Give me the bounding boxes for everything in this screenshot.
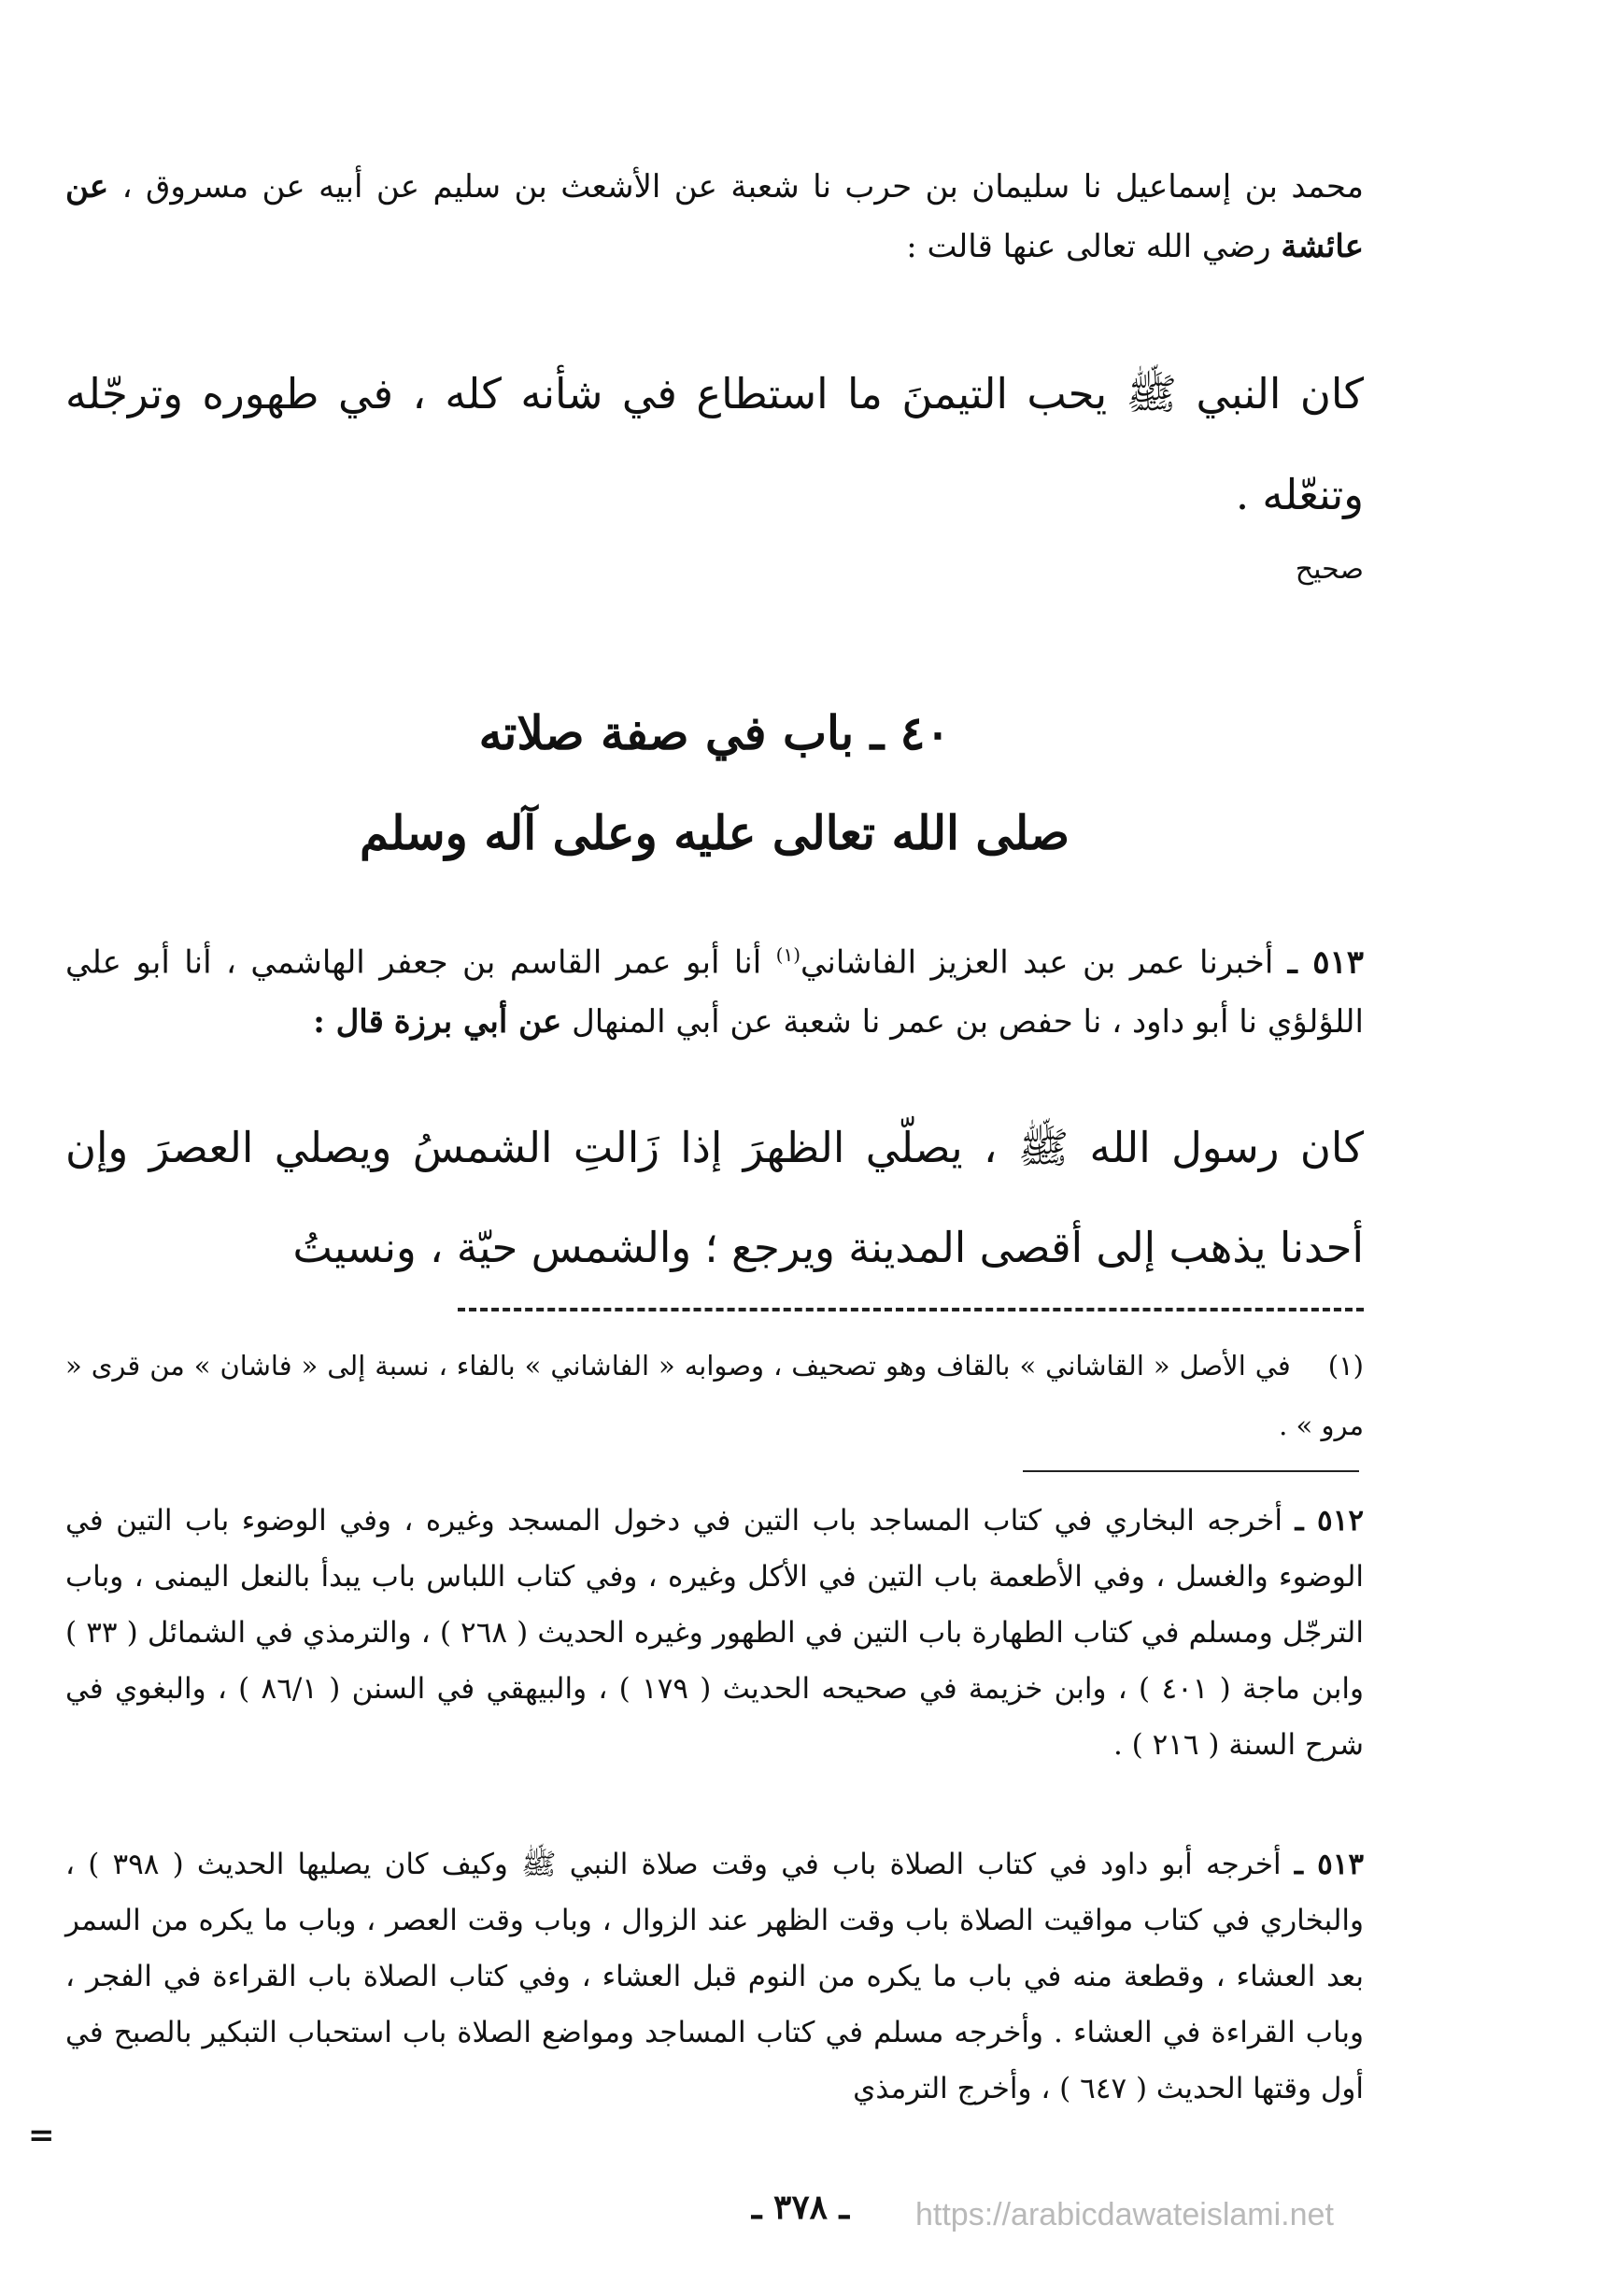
chapter-subtitle: صلى الله تعالى عليه وعلى آله وسلم <box>359 805 1070 860</box>
watermark-url: https://arabicdawateislami.net <box>915 2197 1334 2232</box>
isnad-ending: رضي الله تعالى عنها قالت : <box>906 228 1271 265</box>
takhrij-note-513 <box>65 1836 1364 2117</box>
footnote-text: في الأصل « القاشاني » بالقاف وهو تصحيف ، وصوابه « الفاشاني » بالفاء ، نسبة إلى « فاشان » من قرى « مرو » . <box>65 1350 1364 1441</box>
isnad-text: محمد بن إسماعيل نا سليمان بن حرب نا شعبة عن الأشعث بن سليم عن أبيه عن مسروق ، <box>121 168 1364 206</box>
note-text: أخرجه البخاري في كتاب المساجد باب التين في دخول المسجد وغيره ، وفي الوضوء باب التين في الوضوء والغسل ، وفي الأطعمة باب التين في الأكل وغيره ، وفي كتاب اللباس باب يبدأ بالنعل اليمنى ، وباب الترجّل ومسلم في كتاب الطهارة باب التين في الطهور وغيره الحديث ( ٢٦٨ ) ، والترمذي في الشمائل ( ٣٣ ) وابن ماجة ( ٤٠١ ) ، وابن خزيمة في صحيحه الحديث ( ١٧٩ ) ، والبيهقي في السنن ( ٨٦/١ ) ، والبغوي في شرح السنة ( ٢١٦ ) . <box>65 1504 1364 1762</box>
isnad-paragraph-1 <box>65 157 1364 276</box>
note-number: ٥١٢ ـ <box>1295 1504 1364 1538</box>
said-text: قال : <box>313 1003 384 1042</box>
footnote-number: (١) <box>1327 1350 1364 1382</box>
footnote-separator <box>458 1308 1364 1311</box>
note-text: أخرجه أبو داود في كتاب الصلاة باب في وقت صلاة النبي ﷺ وكيف كان يصليها الحديث ( ٣٩٨ ) ، والبخاري في كتاب مواقيت الصلاة باب وقت الظهر عند الزوال ، وباب وقت العصر ، وباب ما يكره من السمر بعد العشاء ، وقطعة منه في باب ما يكره من النوم قبل العشاء ، وفي كتاب الصلاة باب القراءة في الفجر ، وباب القراءة في العشاء . وأخرجه مسلم في كتاب المساجد ومواضع الصلاة باب استحباب التبكير بالصبح في أول وقتها الحديث ( ٦٤٧ ) ، وأخرج الترمذي <box>65 1848 1364 2105</box>
footnote <box>65 1336 1364 1455</box>
continuation-mark: = <box>28 2117 55 2154</box>
hadith-number: ٥١٣ ـ <box>1287 943 1364 982</box>
narrator-name-2: عن أبي برزة <box>393 1003 562 1042</box>
narrator-name: عن عائشة <box>65 168 1364 265</box>
footnote-reference: (١) <box>775 943 801 966</box>
hadith-text-1: كان النبي ﷺ يحب التيمنَ ما استطاع في شأنه كله ، في طهوره وترجّله وتنعّله . <box>65 369 1364 519</box>
page-number: ـ ٣٧٨ ـ <box>751 2188 850 2227</box>
isnad-rest: أنا أبو عمر القاسم بن جعفر الهاشمي ، أنا أبو علي اللؤلؤي نا أبو داود ، نا حفص بن عمر نا شعبة عن أبي المنهال <box>65 943 1364 1042</box>
hadith-text-2: كان رسول الله ﷺ ، يصلّي الظهرَ إذا زَالتِ الشمسُ ويصلي العصرَ وإن أحدنا يذهب إلى أقصى المدينة ويرجع ؛ والشمس حيّة ، ونسيتُ <box>65 1123 1364 1272</box>
note-number: ٥١٣ ـ <box>1294 1848 1365 1881</box>
chapter-title: ٤٠ ـ باب في صفة صلاته <box>478 705 951 760</box>
isnad-start: أخبرنا عمر بن عبد العزيز الفاشاني <box>800 943 1274 982</box>
hadith-grade: صحيح <box>1295 553 1364 586</box>
isnad-paragraph-2 <box>65 925 1364 1052</box>
notes-divider <box>1023 1470 1359 1472</box>
takhrij-note-512 <box>65 1493 1364 1773</box>
